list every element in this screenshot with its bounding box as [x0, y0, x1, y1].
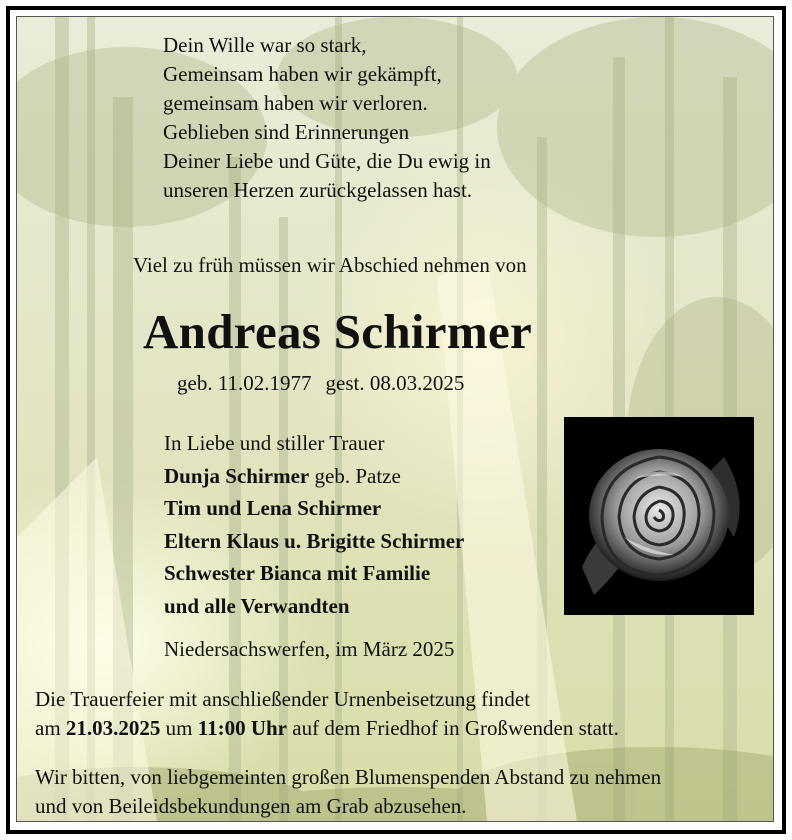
poem-line: gemeinsam haben wir verloren.	[163, 91, 428, 115]
mourner-line	[164, 460, 464, 493]
mourner-line: Eltern Klaus u. Brigitte Schirmer	[164, 528, 465, 553]
funeral-um: um	[160, 716, 198, 740]
request-line: Wir bitten, von liebgemeinten großen Blumenspenden Abstand zu nehmen	[35, 765, 662, 789]
obituary-card	[16, 16, 774, 822]
funeral-am: am	[35, 716, 66, 740]
condolence-request	[35, 763, 661, 821]
funeral-location: auf dem Friedhof in Großwenden statt.	[287, 716, 619, 740]
poem	[163, 31, 491, 205]
place-and-date: Niedersachswerfen, im März 2025	[164, 637, 455, 661]
spouse-maiden-name: geb. Patze	[309, 463, 401, 488]
poem-line: unseren Herzen zurückgelassen hast.	[163, 178, 473, 202]
death-date: gest. 08.03.2025	[325, 371, 465, 395]
request-line: und von Beileidsbekundungen am Grab abzusehen.	[35, 794, 467, 818]
poem-line: Dein Wille war so stark,	[163, 33, 367, 57]
mourner-line: Schwester Bianca mit Familie	[164, 561, 431, 585]
rose-photo-icon	[564, 417, 754, 615]
mourners-list	[164, 427, 464, 622]
mourner-line: und alle Verwandten	[164, 593, 350, 618]
farewell-intro: Viel zu früh müssen wir Abschied nehmen von	[133, 253, 527, 277]
mourners-heading: In Liebe und stiller Trauer	[164, 431, 385, 455]
funeral-date: 21.03.2025	[65, 716, 161, 740]
funeral-line	[35, 714, 619, 743]
birth-date: geb. 11.02.1977	[177, 371, 312, 395]
spouse-name: Dunja Schirmer	[164, 463, 310, 488]
mourner-line: Tim und Lena Schirmer	[164, 496, 382, 520]
life-dates	[177, 371, 464, 396]
obituary-frame	[6, 6, 786, 834]
poem-line: Gemeinsam haben wir gekämpft,	[163, 62, 442, 86]
funeral-notice	[35, 685, 619, 743]
poem-line: Deiner Liebe und Güte, die Du ewig in	[163, 149, 491, 173]
funeral-line: Die Trauerfeier mit anschließender Urnenbeisetzung findet	[35, 687, 531, 711]
deceased-name: Andreas Schirmer	[143, 304, 533, 359]
poem-line: Geblieben sind Erinnerungen	[163, 120, 410, 144]
funeral-time: 11:00 Uhr	[197, 716, 287, 740]
